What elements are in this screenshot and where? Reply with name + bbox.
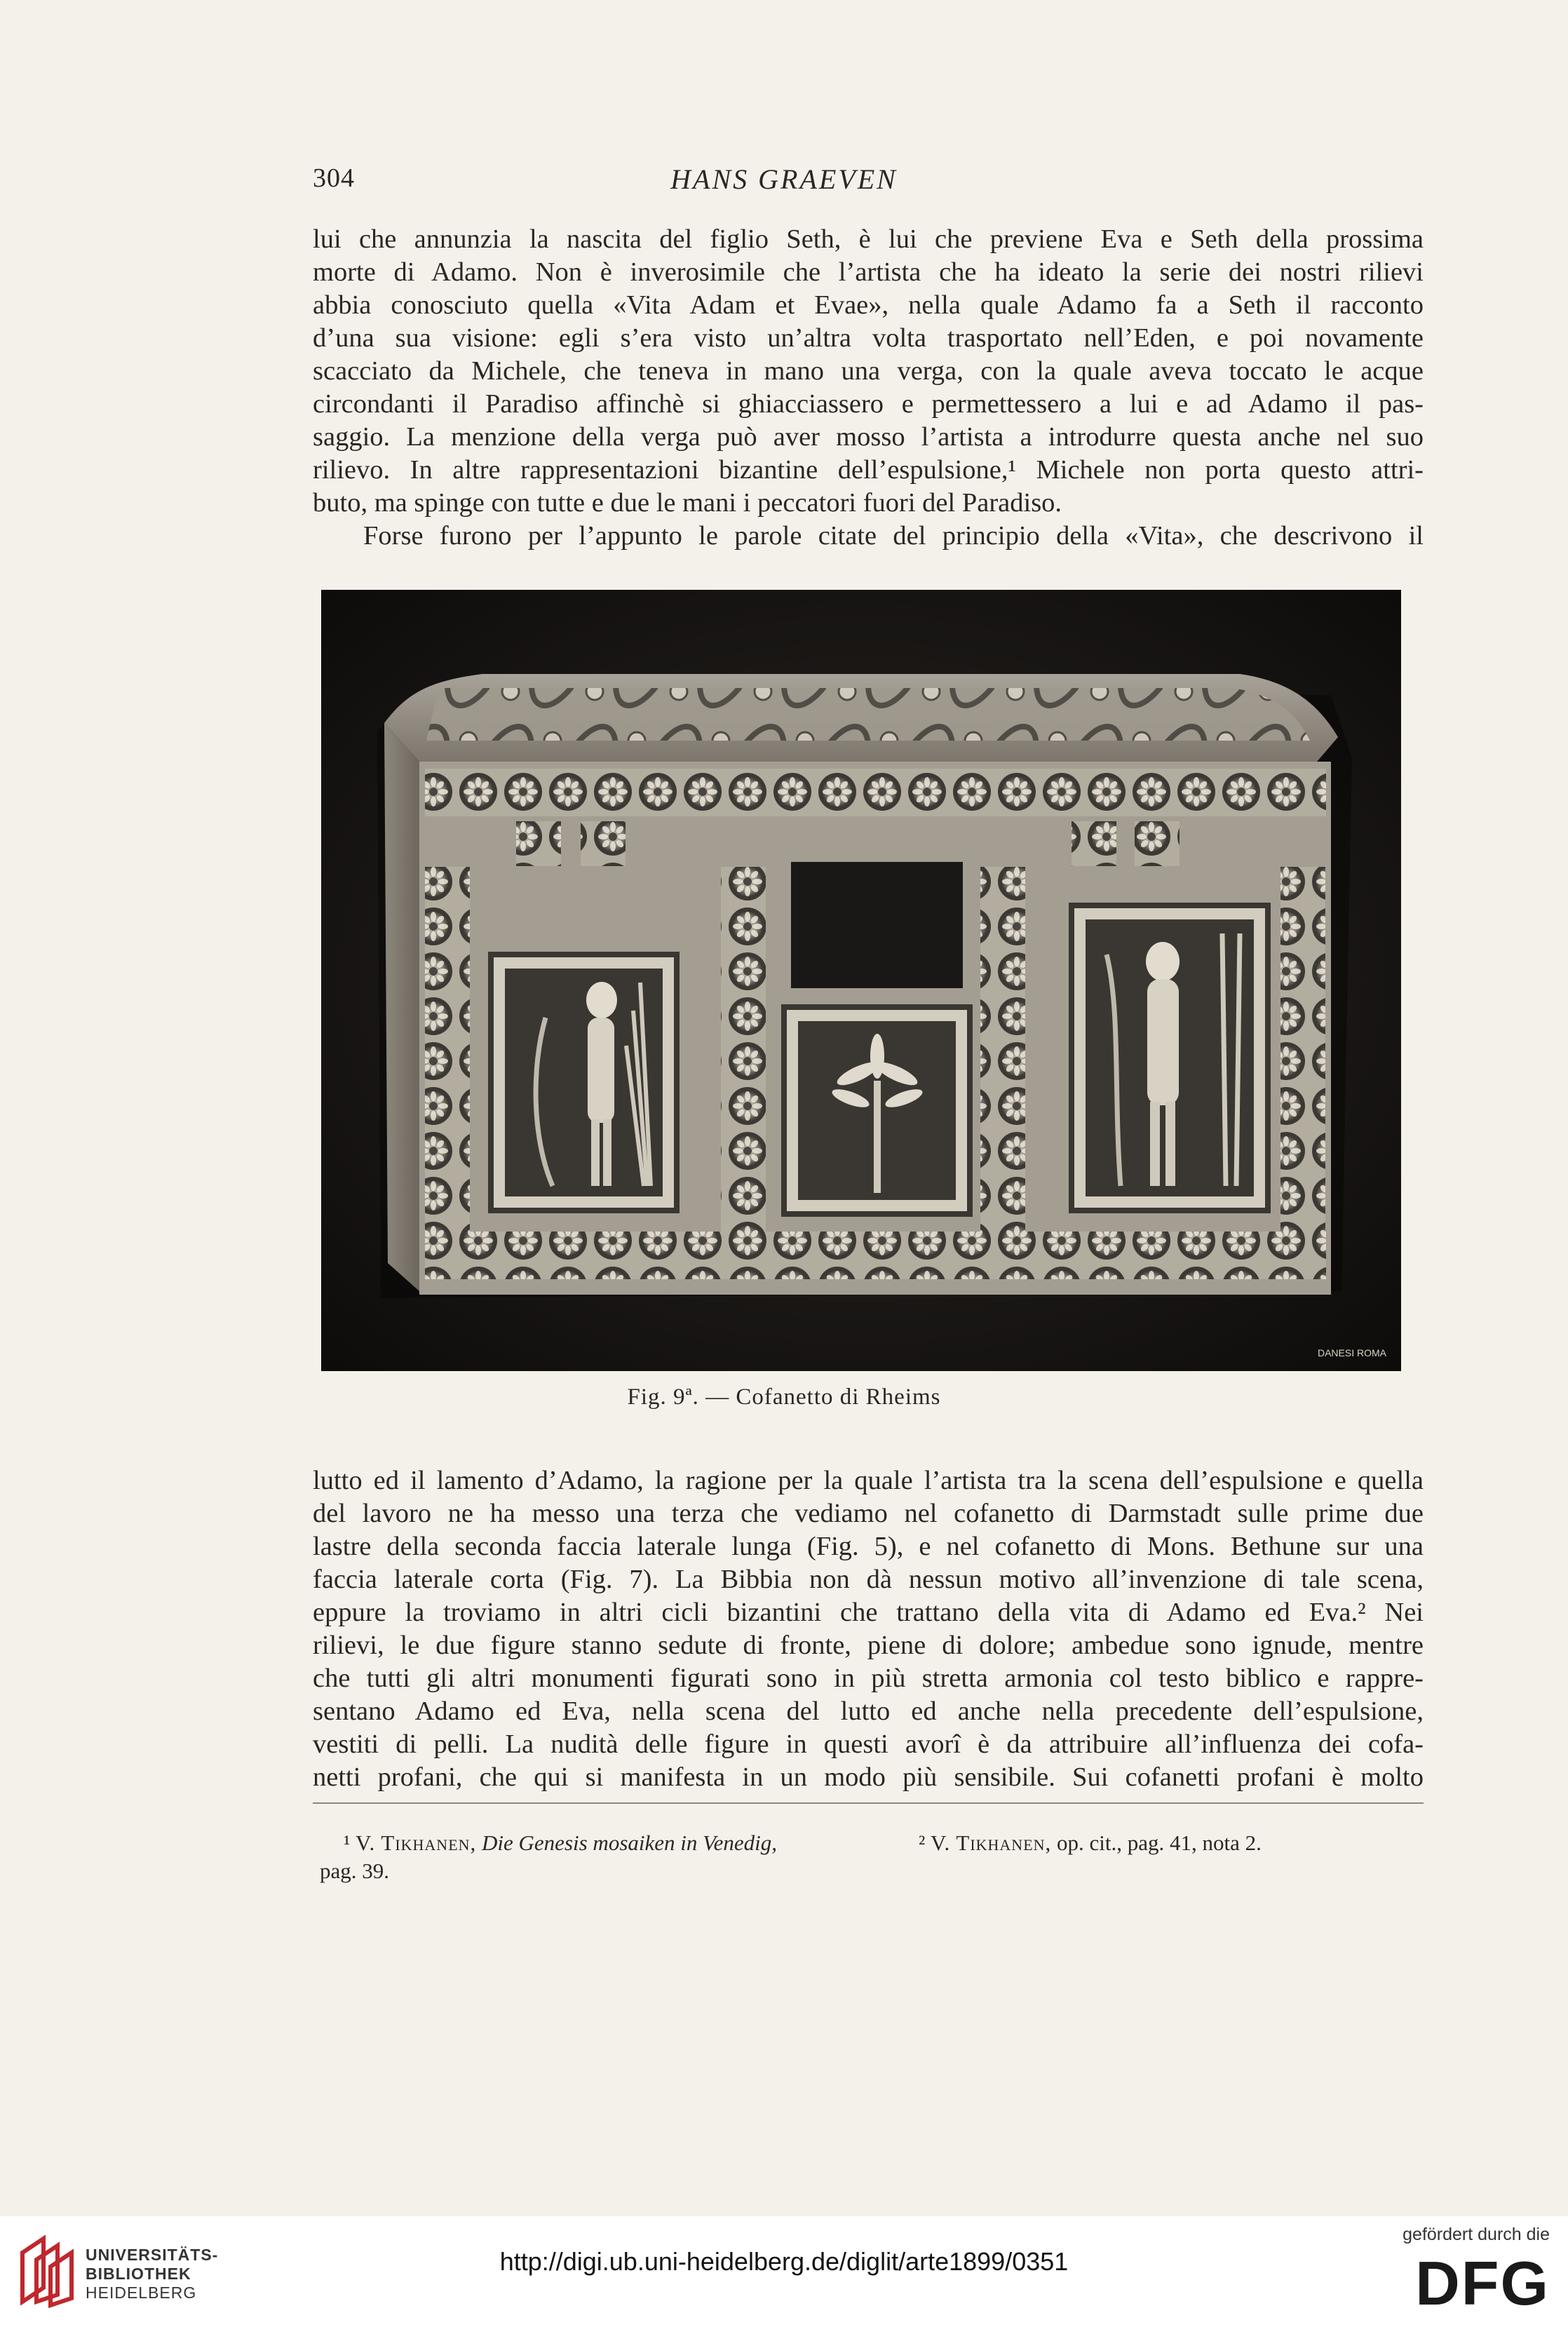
footnote-reference: op. cit., pag. 41, nota 2. xyxy=(1057,1830,1262,1855)
text-line: circondanti il Paradiso affinchè si ghiacciassero e permettessero a lui e ad Adamo il pas- xyxy=(313,389,1424,419)
text-line: lastre della seconda faccia laterale lunga (Fig. 5), e nel cofanetto di Mons. Bethune sur una xyxy=(313,1532,1424,1561)
text-line: buto, ma spinge con tutte e due le mani i peccatori fuori del Paradiso. xyxy=(313,488,1062,518)
text-line: saggio. La menzione della verga può aver mosso l’artista a introdurre questa anche nel suo xyxy=(313,422,1424,452)
text-line: che tutti gli altri monumenti figurati sono in più stretta armonia col testo biblico e rappre- xyxy=(313,1664,1424,1693)
casket-illustration xyxy=(321,590,1401,1371)
footnote-divider xyxy=(313,1802,1424,1804)
text-line: sentano Adamo ed Eva, nella scena del lutto ed anche nella precedente dell’espulsione, xyxy=(313,1697,1424,1726)
dfg-logo: DFG xyxy=(1415,2248,1550,2318)
footnote-marker: ² xyxy=(919,1830,926,1855)
sponsor-label: gefördert durch die xyxy=(1403,2225,1550,2244)
library-line: HEIDELBERG xyxy=(86,2284,197,2302)
paragraph-1 xyxy=(313,223,1424,553)
page-header xyxy=(0,163,1568,205)
text-line: lutto ed il lamento d’Adamo, la ragione per la quale l’artista tra la scena dell’espulsione e quella xyxy=(313,1466,1424,1495)
digitization-footer xyxy=(0,2216,1568,2327)
text-line: d’una sua visione: egli s’era visto un’altra volta trasportato nell’Eden, e poi novamente xyxy=(313,323,1424,353)
figure-photo xyxy=(321,590,1401,1371)
library-line: BIBLIOTHEK xyxy=(86,2265,191,2283)
text-line: lui che annunzia la nascita del figlio Seth, è lui che previene Eva e Seth della prossima xyxy=(313,224,1424,254)
text-line: Forse furono per l’appunto le parole citate del principio della «Vita», che descrivono il xyxy=(363,521,1424,551)
text-line: vestiti di pelli. La nudità delle figure in questi avorî è da attribuire all’influenza dei cofa- xyxy=(313,1729,1424,1759)
paragraph-2 xyxy=(313,1464,1424,1794)
photo-credit: DANESI ROMA xyxy=(1317,1347,1387,1358)
source-url-link[interactable]: http://digi.ub.uni-heidelberg.de/diglit/arte1899/0351 xyxy=(499,2247,1069,2276)
text-line: scacciato da Michele, che teneva in mano una verga, con la quale aveva toccato le acque xyxy=(313,356,1424,386)
library-line: UNIVERSITÄTS- xyxy=(86,2246,219,2264)
text-line: del lavoro ne ha messo una terza che vediamo nel cofanetto di Darmstadt sulle prime due xyxy=(313,1499,1424,1528)
footnote-1 xyxy=(344,1829,777,1857)
text-line: rilievi, le due figure stanno sedute di fronte, piene di dolore; ambedue sono ignude, mentre xyxy=(313,1631,1424,1660)
figure-caption: Fig. 9ª. — Cofanetto di Rheims xyxy=(627,1384,941,1410)
running-head: HANS GRAEVEN xyxy=(670,163,898,195)
page-number: 304 xyxy=(313,163,355,193)
text-line: faccia laterale corta (Fig. 7). La Bibbia non dà nessun motivo all’invenzione di tale scena, xyxy=(313,1565,1424,1594)
footnote-author: V. Tikhanen, xyxy=(356,1830,477,1855)
footnote-marker: ¹ xyxy=(344,1830,351,1855)
text-line: rilievo. In altre rappresentazioni bizantine dell’espulsione,¹ Michele non porta questo attri- xyxy=(313,455,1424,485)
text-line: abbia conosciuto quella «Vita Adam et Evae», nella quale Adamo fa a Seth il racconto xyxy=(313,290,1424,320)
footnote-author: V. Tikhanen, xyxy=(931,1830,1052,1855)
text-line: eppure la troviamo in altri cicli bizantini che trattano della vita di Adamo ed Eva.² Nei xyxy=(313,1598,1424,1627)
text-line: netti profani, che qui si manifesta in un modo più sensibile. Sui cofanetti profani è molto xyxy=(313,1762,1424,1792)
footnote-1-pages: pag. 39. xyxy=(320,1859,390,1883)
text-line: morte di Adamo. Non è inverosimile che l’artista che ha ideato la serie dei nostri rilievi xyxy=(313,257,1424,287)
footnote-2 xyxy=(919,1829,1262,1857)
footnote-title: Die Genesis mosaiken in Venedig, xyxy=(482,1830,778,1855)
